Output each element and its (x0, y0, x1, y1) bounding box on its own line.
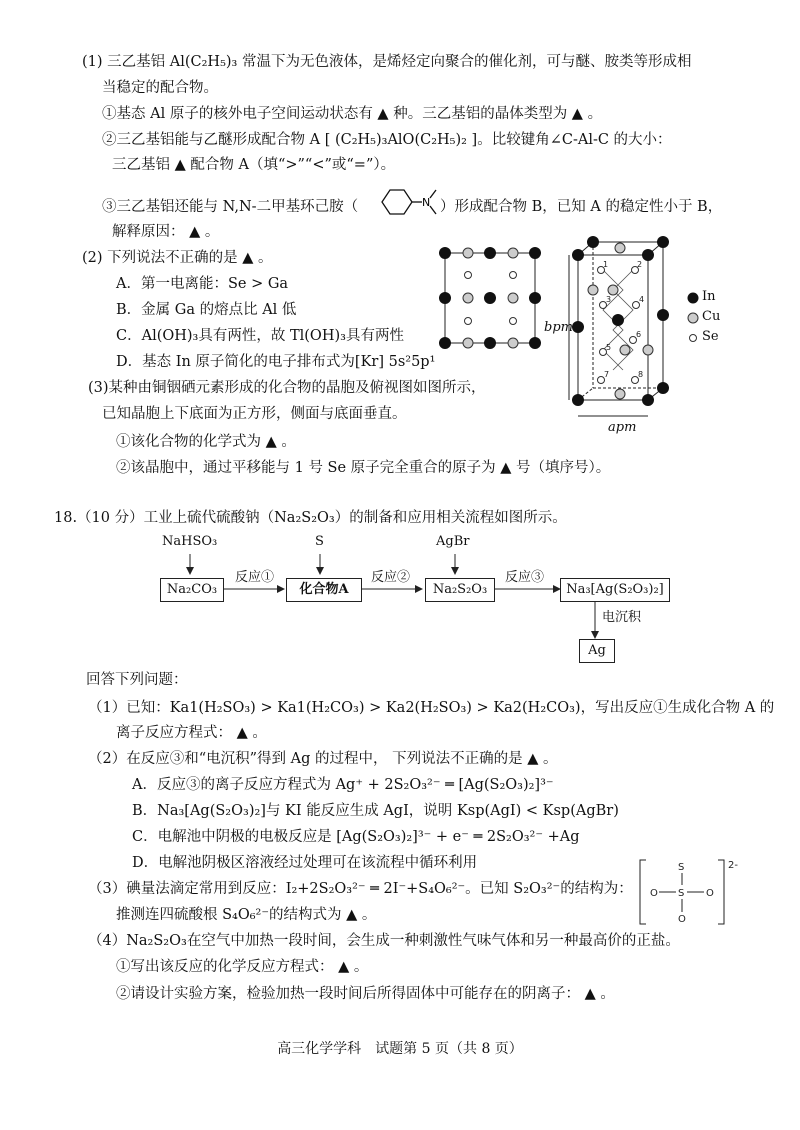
atom-number-2: 2 (637, 260, 643, 269)
q17-2-option-c: C．Al(OH)₃具有两性，故 Tl(OH)₃具有两性 (116, 328, 404, 344)
q18-4-sub1: ①写出该反应的化学反应方程式： ▲ 。 (116, 959, 369, 975)
dimension-b: bpm (544, 320, 573, 335)
thiosulfate-structure (636, 856, 746, 928)
q18-3-line2: 推测连四硫酸根 S₄O₆²⁻的结构式为 ▲ 。 (116, 907, 377, 923)
q17-2-stem: (2) 下列说法不正确的是 ▲ 。 (82, 250, 273, 266)
flow-label-reaction1: 反应① (235, 570, 275, 585)
q17-3-stem-line2: 已知晶胞上下底面为正方形，侧面与底面垂直。 (102, 406, 407, 422)
q18-4-sub2: ②请设计实验方案，检验加热一段时间后所得固体中可能存在的阴离子： ▲ 。 (116, 986, 615, 1002)
q18-4-stem: （4）Na₂S₂O₃在空气中加热一段时间，会生成一种刺激性气味气体和另一种最高价的正盐。 (88, 933, 680, 949)
atom-number-8: 8 (638, 370, 644, 379)
crystal-unit-cell (563, 230, 683, 430)
q18-answer-prompt: 回答下列问题： (86, 672, 188, 688)
atom-number-1: 1 (603, 260, 609, 269)
q17-3-stem-line1: (3)某种由铜铟硒元素形成的化合物的晶胞及俯视图如图所示， (88, 380, 486, 396)
flow-reagent-s: S (315, 534, 324, 549)
q17-1-sub1: ①基态 Al 原子的核外电子空间运动状态有 ▲ 种。三乙基铝的晶体类型为 ▲ 。 (102, 106, 603, 122)
dimension-a: apm (608, 420, 637, 435)
struct-atom-bottom-o: O (678, 914, 686, 925)
q17-2-option-d: D．基态 In 原子简化的电子排布式为[Kr] 5s²5p¹ (116, 354, 436, 370)
flow-box-ag: Ag (579, 639, 615, 663)
atom-number-5: 5 (606, 343, 612, 352)
q17-1-sub2-line1: ②三乙基铝能与乙醚形成配合物 A [ (C₂H₅)₃AlO(C₂H₅)₂ ]。比较键角∠C-Al-C 的大小： (102, 132, 672, 148)
q17-3-sub1: ①该化合物的化学式为 ▲ 。 (116, 434, 296, 450)
flow-reagent-agbr: AgBr (436, 534, 470, 549)
struct-atom-center-s: S (678, 888, 685, 899)
q17-1-sub3-line1b: ）形成配合物 B，已知 A 的稳定性小于 B， (440, 199, 723, 215)
struct-charge: 2- (728, 860, 738, 871)
q18-3-line1: （3）碘量法滴定常用到反应：I₂+2S₂O₃²⁻ ═ 2I⁻+S₄O₆²⁻。已知 S₂O₃²⁻的结构为： (88, 881, 633, 897)
q17-1-stem-line2: 当稳定的配合物。 (102, 80, 218, 96)
atom-number-6: 6 (636, 330, 642, 339)
struct-atom-top-s: S (678, 862, 685, 873)
legend-cu: Cu (702, 309, 721, 324)
flow-box-complex: Na₃[Ag(S₂O₃)₂] (560, 578, 670, 602)
atom-number-3: 3 (606, 295, 612, 304)
legend-in: In (702, 289, 716, 304)
q17-3-sub2: ②该晶胞中，通过平移能与 1 号 Se 原子完全重合的原子为 ▲ 号（填序号）。 (116, 460, 611, 476)
flow-box-na2co3: Na₂CO₃ (160, 578, 224, 602)
flow-label-reaction2: 反应② (371, 570, 411, 585)
page-footer: 高三化学学科 试题第 5 页（共 8 页） (277, 1041, 523, 1057)
atom-number-7: 7 (604, 370, 610, 379)
q17-2-option-b: B．金属 Ga 的熔点比 Al 低 (116, 302, 297, 318)
crystal-top-view (435, 243, 545, 353)
q17-1-stem-line1: (1) 三乙基铝 Al(C₂H₅)₃ 常温下为无色液体，是烯烃定向聚合的催化剂，可与醚、胺类等形成相 (82, 54, 692, 70)
q17-2-option-a: A．第一电离能：Se > Ga (116, 276, 289, 292)
legend-markers (686, 291, 700, 351)
q18-2-stem: （2）在反应③和“电沉积”得到 Ag 的过程中， 下列说法不正确的是 ▲ 。 (88, 751, 558, 767)
svg-text:N: N (422, 196, 431, 209)
q18-1-line2: 离子反应方程式： ▲ 。 (116, 725, 267, 741)
flow-reagent-nahso3: NaHSO₃ (162, 534, 218, 549)
dimethylcyclohexylamine-structure (372, 182, 438, 222)
q17-1-sub3-line2: 解释原因： ▲ 。 (112, 224, 220, 240)
atom-number-4: 4 (639, 295, 645, 304)
q18-2-option-c: C．电解池中阴极的电极反应是 [Ag(S₂O₃)₂]³⁻ + e⁻ ═ 2S₂O₃²⁻ +Ag (132, 829, 580, 845)
q18-2-option-d: D．电解池阴极区溶液经过处理可在该流程中循环利用 (132, 855, 478, 871)
flow-box-compound-a: 化合物A (286, 578, 362, 602)
q18-stem: 18.（10 分）工业上硫代硫酸钠（Na₂S₂O₃）的制备和应用相关流程如图所示。 (54, 510, 567, 526)
q18-2-option-a: A．反应③的离子反应方程式为 Ag⁺ + 2S₂O₃²⁻ ═ [Ag(S₂O₃)₂]³⁻ (132, 777, 554, 793)
q17-1-sub3-line1a: ③三乙基铝还能与 N,N-二甲基环己胺（ (102, 199, 359, 215)
flow-label-reaction3: 反应③ (505, 570, 545, 585)
q18-1-line1: （1）已知：Ka1(H₂SO₃) > Ka1(H₂CO₃) > Ka2(H₂SO₃) > Ka2(H₂CO₃)，写出反应①生成化合物 A 的 (88, 700, 775, 716)
q18-2-option-b: B．Na₃[Ag(S₂O₃)₂]与 KI 能反应生成 AgI，说明 Ksp(AgI) < Ksp(AgBr) (132, 803, 619, 819)
flow-box-na2s2o3: Na₂S₂O₃ (425, 578, 495, 602)
q17-1-sub2-line2: 三乙基铝 ▲ 配合物 A（填“>”“<”或“=”）。 (112, 157, 396, 173)
flow-label-electrodeposition: 电沉积 (602, 610, 642, 625)
struct-atom-right-o: O (706, 888, 714, 899)
struct-atom-left-o: O (650, 888, 658, 899)
legend-se: Se (702, 329, 719, 344)
